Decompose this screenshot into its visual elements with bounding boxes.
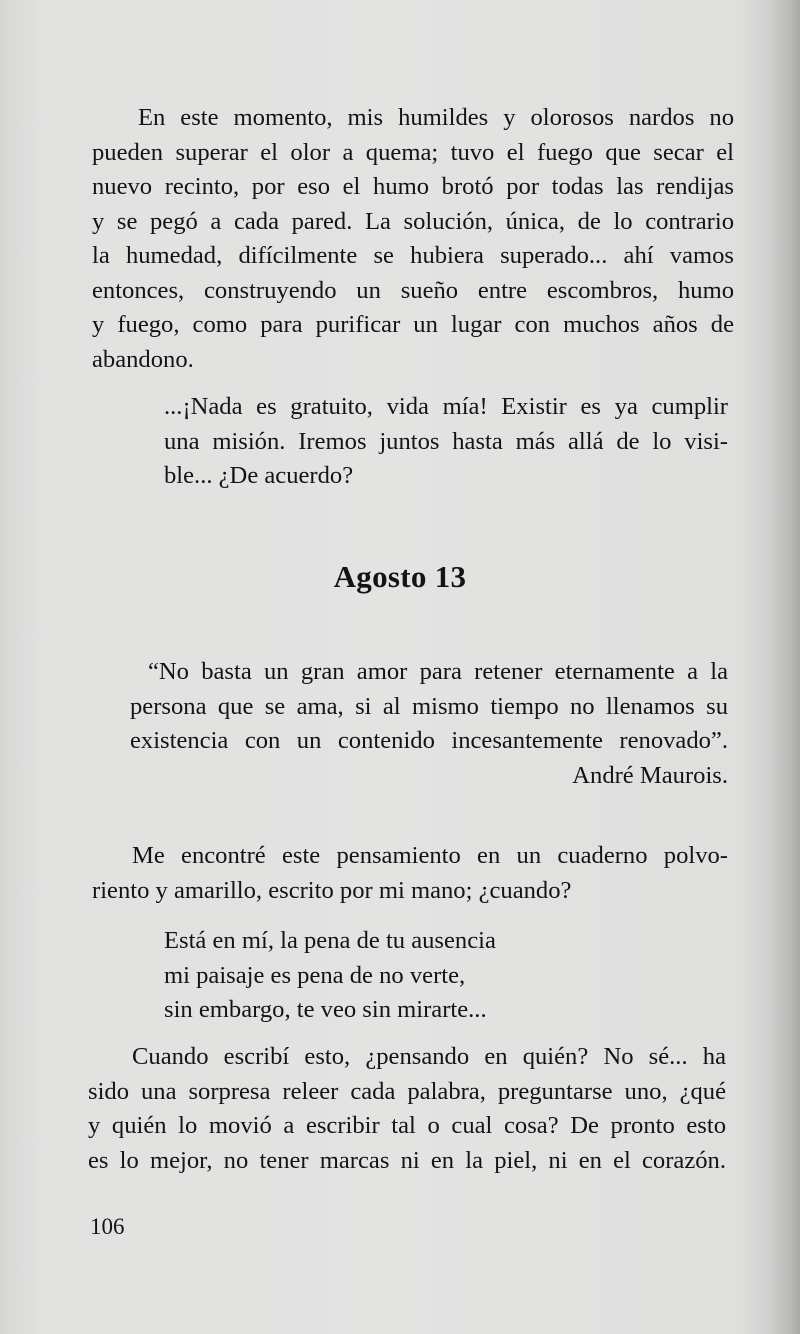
paragraph-line: pueden superar el olor a quema; tuvo el fuego que secar el (92, 138, 734, 166)
paragraph-2 (164, 390, 728, 494)
paragraph-3 (92, 839, 728, 908)
page-number: 106 (90, 1214, 125, 1239)
paragraph-4 (88, 1040, 726, 1178)
paragraph-line: es lo mejor, no tener marcas ni en la piel, ni en el corazón. (88, 1146, 726, 1174)
paragraph-line: ble... ¿De acuerdo? (164, 462, 354, 489)
paragraph-line: nuevo recinto, por eso el humo brotó por todas las rendijas (92, 173, 734, 200)
paragraph-line: y fuego, como para purificar un lugar con muchos años de (92, 311, 734, 338)
quote-line: persona que se ama, si al mismo tiempo no llenamos su (130, 692, 728, 720)
paragraph-line: ...¡Nada es gratuito, vida mía! Existir es ya cumplir (164, 393, 728, 420)
paragraph-line: abandono. (92, 345, 194, 373)
verse-block (164, 924, 584, 1028)
paragraph-line: una misión. Iremos juntos hasta más allá de lo visi- (164, 427, 728, 455)
quote-line: “No basta un gran amor para retener eternamente a la (148, 658, 728, 685)
paragraph-line: la humedad, difícilmente se hubiera superado... ahí vamos (92, 242, 734, 269)
paragraph-line: y quién lo movió a escribir tal o cual cosa? De pronto esto (88, 1112, 726, 1139)
paragraph-1 (92, 101, 734, 377)
paragraph-line: entonces, construyendo un sueño entre escombros, humo (92, 276, 734, 304)
paragraph-line: Cuando escribí esto, ¿pensando en quién? No sé... ha (132, 1043, 726, 1070)
paragraph-line: sido una sorpresa releer cada palabra, preguntarse uno, ¿qué (88, 1077, 726, 1105)
verse-line: Está en mí, la pena de tu ausencia (164, 927, 496, 954)
quote-line: existencia con un contenido incesantemente renovado”. (130, 727, 728, 754)
quote-block (130, 655, 728, 793)
quote-author: André Maurois. (572, 761, 728, 789)
paragraph-line: y se pegó a cada pared. La solución, única, de lo contrario (92, 207, 734, 235)
paragraph-line: En este momento, mis humildes y olorosos nardos no (138, 104, 734, 131)
paragraph-line: Me encontré este pensamiento en un cuaderno polvo- (132, 842, 728, 869)
verse-line: sin embargo, te veo sin mirarte... (164, 996, 487, 1023)
section-heading: Agosto 13 (333, 559, 467, 594)
paragraph-line: riento y amarillo, escrito por mi mano; ¿cuando? (92, 876, 572, 904)
verse-line: mi paisaje es pena de no verte, (164, 961, 466, 989)
